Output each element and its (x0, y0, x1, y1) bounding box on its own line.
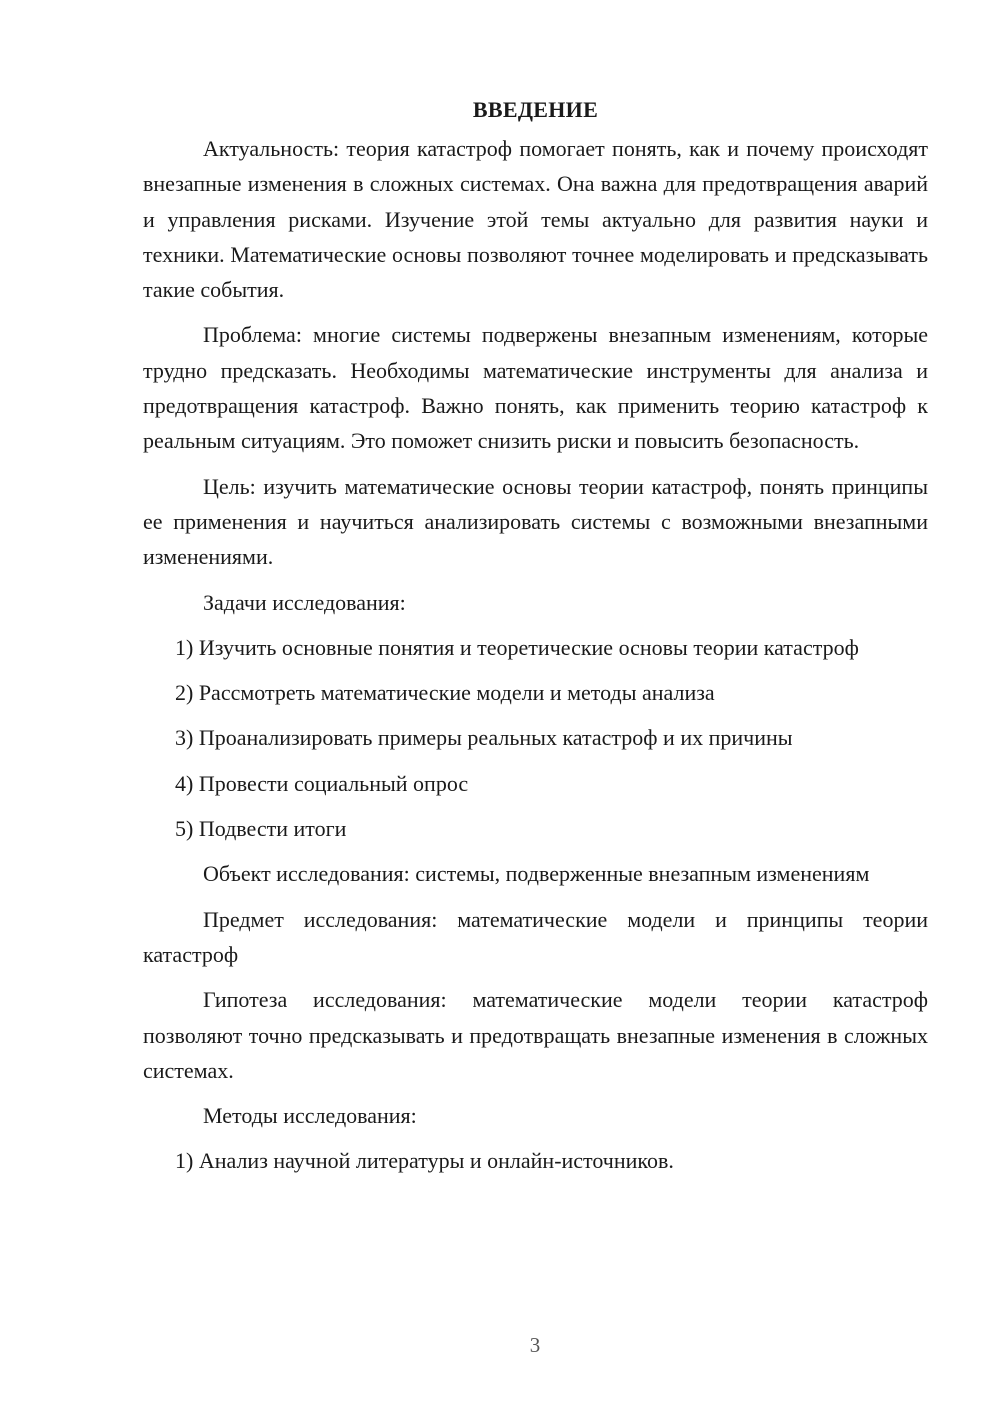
method-item: 1) Анализ научной литературы и онлайн-источников. (175, 1148, 674, 1174)
task-item: 3) Проанализировать примеры реальных катастроф и их причины (175, 725, 793, 751)
paragraph-goal: Цель: изучить математические основы теории катастроф, понять принципы ее применения и научиться анализировать системы с возможными внезапными изменениями. (143, 473, 928, 570)
paragraph-object: Объект исследования: системы, подверженные внезапным изменениям (203, 861, 870, 887)
page-number: 3 (529, 1333, 541, 1357)
page-content (143, 92, 928, 1189)
paragraph-hypothesis: Гипотеза исследования: математические модели теории катастроф позволяют точно предсказывать и предотвращать внезапные изменения в сложных системах. (143, 987, 928, 1083)
paragraph-subject: Предмет исследования: математические модели и принципы теории катастроф (143, 906, 928, 967)
methods-heading: Методы исследования: (203, 1103, 417, 1129)
paragraph-problem: Проблема: многие системы подвержены внезапным изменениям, которые трудно предсказать. Необходимы математические инструменты для анализа и предотвращения катастроф. Важно понять, как применить теорию катастроф к реальным ситуациям. Это поможет снизить риски и повысить безопасность. (143, 322, 928, 454)
paragraph-relevance: Актуальность: теория катастроф помогает понять, как и почему происходят внезапные изменения в сложных системах. Она важна для предотвращения аварий и управления рисками. Изучение этой темы актуально для развития науки и техники. Математические основы позволяют точнее моделировать и предсказывать такие события. (143, 136, 928, 303)
task-item: 1) Изучить основные понятия и теоретические основы теории катастроф (175, 634, 859, 660)
task-item: 2) Рассмотреть математические модели и методы анализа (175, 680, 715, 706)
page-title: ВВЕДЕНИЕ (472, 97, 599, 122)
tasks-heading: Задачи исследования: (203, 589, 406, 615)
task-item: 5) Подвести итоги (175, 816, 347, 842)
task-item: 4) Провести социальный опрос (175, 770, 469, 796)
